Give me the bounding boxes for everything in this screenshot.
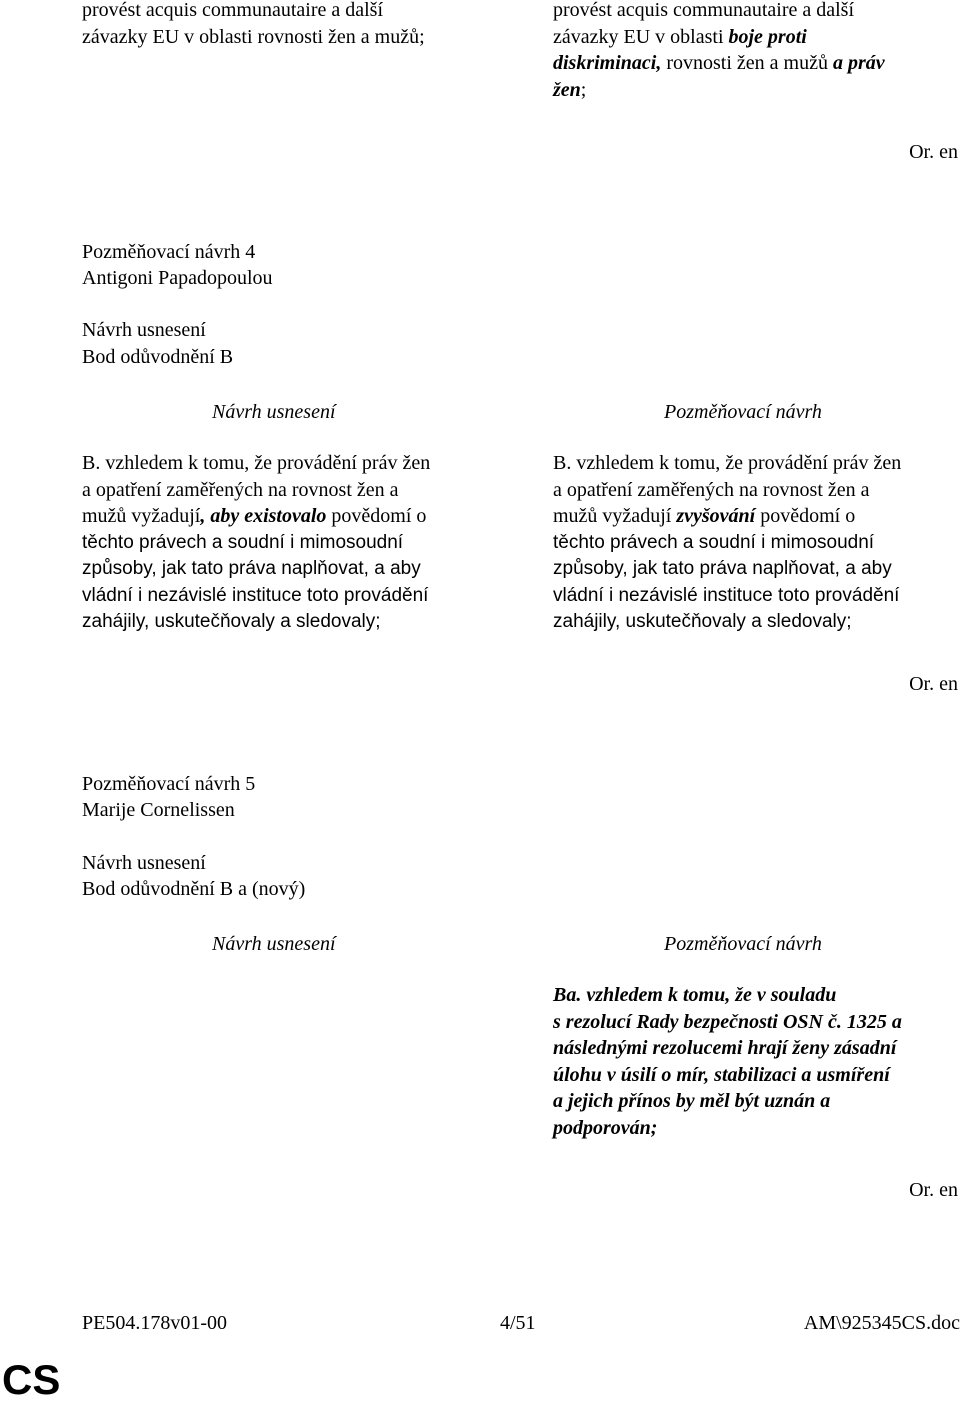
added-text: žen bbox=[553, 78, 581, 101]
added-text: podporován; bbox=[553, 1116, 658, 1139]
amendment-4-title: Pozměňovací návrh 4 bbox=[82, 241, 256, 263]
changed-text: zvyšování bbox=[676, 505, 756, 527]
top-right-line-4: žen; bbox=[553, 78, 587, 101]
top-right-line-1: provést acquis communautaire a další bbox=[553, 0, 855, 21]
footer-file-name: AM\925345CS.doc bbox=[803, 1312, 960, 1334]
top-right-text bbox=[553, 0, 960, 103]
added-text: následnými rezolucemi hrají ženy zásadní bbox=[553, 1037, 897, 1059]
footer-document-number: PE504.178v01-00 bbox=[82, 1312, 227, 1334]
amendment-5-reference: Bod odůvodnění B a (nový) bbox=[82, 878, 306, 900]
added-text: úlohu v úsilí o mír, stabilizaci a usmíření bbox=[553, 1063, 890, 1086]
original-language-3: Or. en bbox=[909, 1179, 958, 1201]
top-right-line-3: diskriminaci, rovnosti žen a mužů a práv bbox=[553, 52, 885, 74]
amendment-5-author: Marije Cornelissen bbox=[82, 799, 235, 821]
added-text: Ba. vzhledem k tomu, že v souladu bbox=[553, 984, 837, 1006]
top-left-line-1: provést acquis communautaire a další bbox=[82, 0, 384, 21]
amendment-4-original-text: B. vzhledem k tomu, že provádění práv žen a opatření zaměřených na rovnost žen a mužů vyžadují, aby existovalo povědomí o těchto právech a soudní i mimosoudní způsoby, jak tato práva naplňovat, a aby vládní i nezávislé instituce toto provádění zahájily, uskutečňovaly a sledovaly; bbox=[82, 452, 431, 632]
added-text: boje proti bbox=[728, 25, 807, 48]
amendment-4-right-label: Pozměňovací návrh bbox=[664, 401, 822, 423]
amendment-4-reference: Bod odůvodnění B bbox=[82, 346, 234, 368]
changed-text: , aby existovalo bbox=[200, 505, 327, 527]
amendment-5-left-label: Návrh usnesení bbox=[212, 933, 336, 955]
added-text: diskriminaci, bbox=[553, 52, 662, 74]
amendment-5-document: Návrh usnesení bbox=[82, 852, 206, 874]
top-left-line-2: závazky EU v oblasti rovnosti žen a mužů; bbox=[82, 25, 425, 48]
added-text: a jejich přínos by měl být uznán a bbox=[553, 1090, 831, 1112]
amendment-4-amended-text: B. vzhledem k tomu, že provádění práv žen a opatření zaměřených na rovnost žen a mužů vyžadují zvyšování povědomí o těchto právech a soudní i mimosoudní způsoby, jak tato práva naplňovat, a aby vládní i nezávislé instituce toto provádění zahájily, uskutečňovaly a sledovaly; bbox=[553, 452, 902, 632]
original-language-2: Or. en bbox=[909, 673, 958, 695]
amendment-5-right-label: Pozměňovací návrh bbox=[664, 933, 822, 955]
top-right-line-2: závazky EU v oblasti boje proti bbox=[553, 25, 807, 48]
added-text: a práv bbox=[832, 52, 885, 74]
amendment-4-left-label: Návrh usnesení bbox=[212, 401, 336, 423]
top-left-text bbox=[82, 0, 502, 50]
footer-page-number: 4/51 bbox=[500, 1312, 536, 1334]
amendment-5-amended-text bbox=[553, 982, 960, 1141]
language-code: CS bbox=[2, 1356, 61, 1403]
amendment-5-title: Pozměňovací návrh 5 bbox=[82, 773, 256, 795]
amendment-4-author: Antigoni Papadopoulou bbox=[82, 267, 273, 289]
amendment-4-document: Návrh usnesení bbox=[82, 319, 206, 341]
original-language-1: Or. en bbox=[909, 141, 958, 163]
added-text: s rezolucí Rady bezpečnosti OSN č. 1325 a bbox=[553, 1010, 902, 1033]
